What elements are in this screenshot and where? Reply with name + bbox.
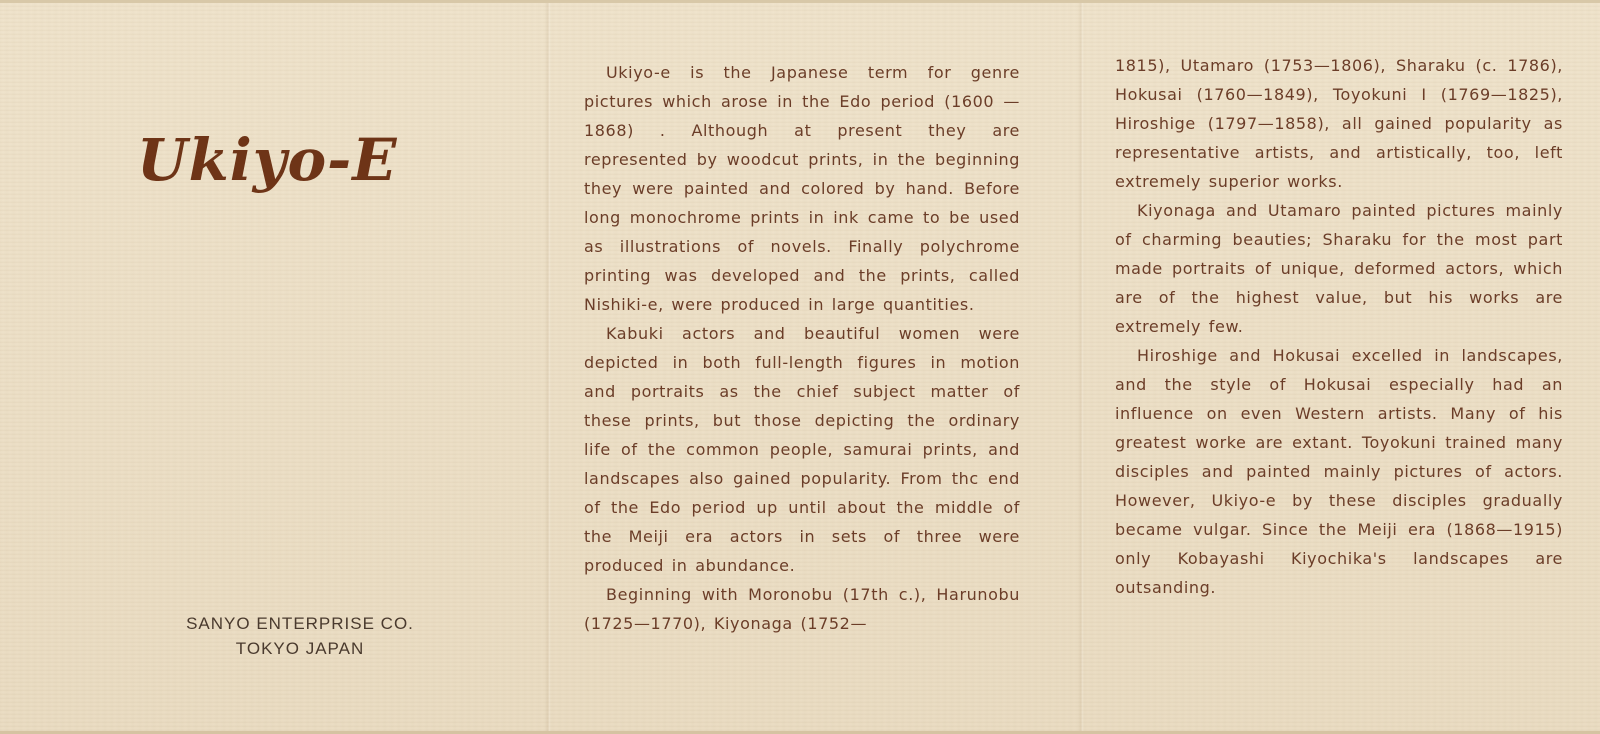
cover-panel bbox=[0, 3, 548, 731]
paragraph-subjects: Kabuki actors and beautiful women were depicted in both full-length figures in motion and portraits as the chief subject matter of these prints, but those depicting the ordinary life of the common people, samurai prints, and landscapes also gained popularity. From thc end of the Edo period up until about the middle of the Meiji era actors in sets of three were produced in abundance. bbox=[584, 324, 1020, 575]
middle-text-panel bbox=[548, 3, 1081, 731]
publisher-location: TOKYO JAPAN bbox=[235, 639, 365, 658]
paragraph-artists-start: Beginning with Moronobu (17th c.), Harunobu (1725—1770), Kiyonaga (1752— bbox=[584, 585, 1020, 633]
middle-text-column bbox=[584, 58, 1020, 638]
right-text-panel bbox=[1081, 3, 1600, 731]
paragraph-ukiyo-e-definition: Ukiyo-e is the Japanese term for genre pictures which arose in the Edo period (1600 —1868) . Although at present they are represented by woodcut prints, in the beginning they were painted and colored by hand. Before long monochrome prints in ink came to be used as illustrations of novels. Finally polychrome printing was developed and the prints, called Nishiki-e, were produced in large quantities. bbox=[584, 63, 1020, 314]
publisher-name: SANYO ENTERPRISE CO. bbox=[186, 614, 414, 633]
right-text-column bbox=[1115, 51, 1563, 602]
paragraph-hiroshige-hokusai: Hiroshige and Hokusai excelled in landscapes, and the style of Hokusai especially had an influence on even Western artists. Many of his greatest worke are extant. Toyokuni trained many disciples and painted mainly pictures of actors. However, Ukiyo-e by these disciples gradually became vulgar. Since the Meiji era (1868—1915) only Kobayashi Kiyochika's landscapes are outsanding. bbox=[1115, 346, 1563, 597]
brochure-title: Ukiyo-E bbox=[137, 126, 398, 194]
paragraph-artists-continued: 1815), Utamaro (1753—1806), Sharaku (c. 1786), Hokusai (1760—1849), Toyokuni I (1769—1825), Hiroshige (1797—1858), all gained popularity as representative artists, and artistically, too, left extremely superior works. bbox=[1115, 56, 1563, 191]
paragraph-kiyonaga-utamaro: Kiyonaga and Utamaro painted pictures mainly of charming beauties; Sharaku for the most part made portraits of unique, deformed actors, which are of the highest value, but his works are extremely few. bbox=[1115, 201, 1563, 336]
publisher-block bbox=[0, 611, 600, 661]
